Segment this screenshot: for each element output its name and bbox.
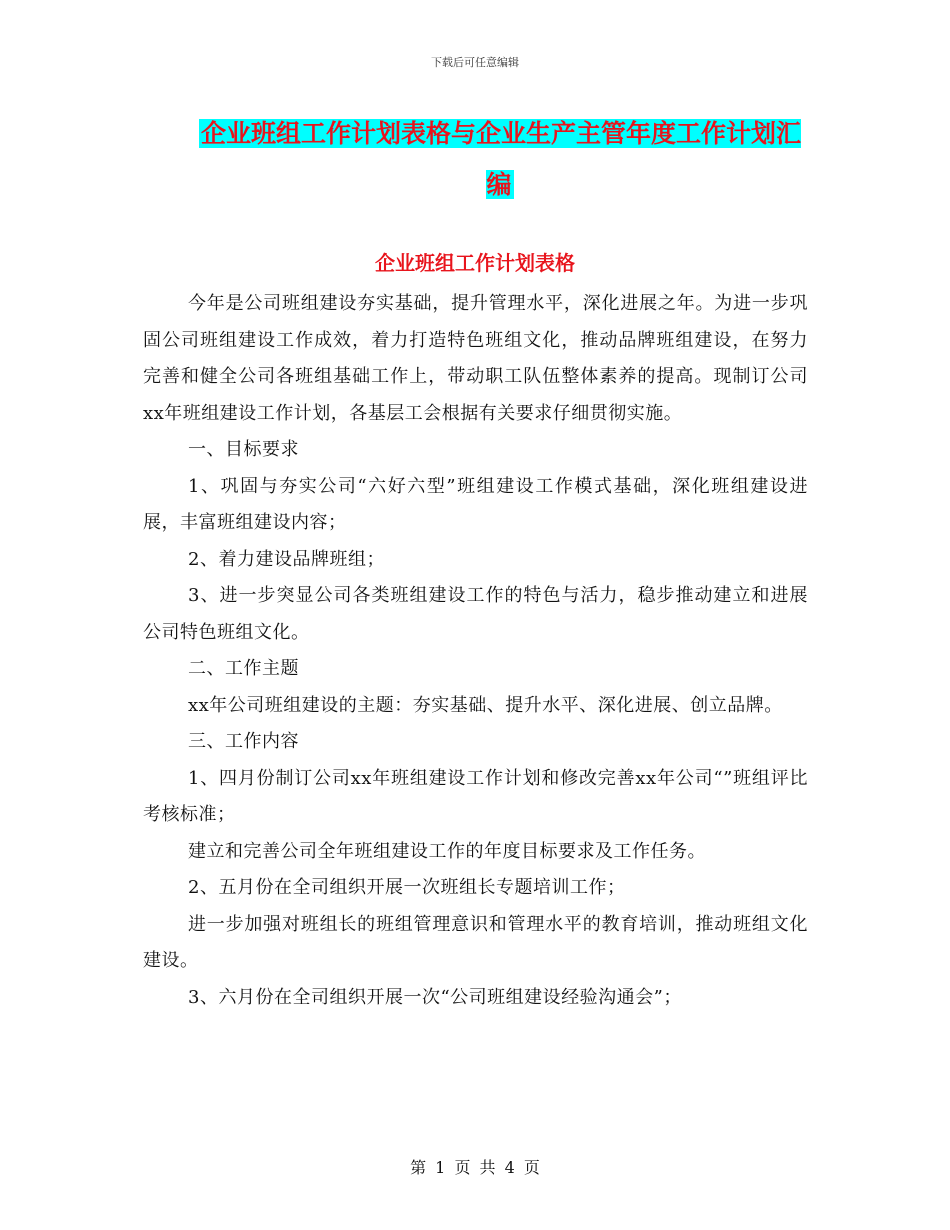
header-note: 下载后可任意编辑 [431, 56, 519, 69]
paragraph: 2、着力建设品牌班组； [188, 548, 385, 570]
paragraph: 三、工作内容 [188, 731, 299, 752]
paragraph: 1、巩固与夯实公司“六好六型”班组建设工作模式基础，深化班组建设进展，丰富班组建设内容； [143, 475, 808, 533]
paragraph: 建立和完善公司全年班组建设工作的年度目标要求及工作任务。 [188, 840, 706, 862]
document-title-text: 企业班组工作计划表格与企业生产主管年度工作计划汇编 [200, 119, 801, 199]
paragraph: 1、四月份制订公司xx年班组建设工作计划和修改完善xx年公司“”班组评比考核标准； [143, 767, 808, 825]
section-title: 企业班组工作计划表格 [375, 251, 575, 275]
paragraph: 2、五月份在全司组织开展一次班组长专题培训工作； [188, 877, 626, 898]
paragraph: 3、进一步突显公司各类班组建设工作的特色与活力，稳步推动建立和进展公司特色班组文化。 [143, 585, 808, 643]
paragraph: 一、目标要求 [188, 439, 299, 460]
paragraph: 今年是公司班组建设夯实基础，提升管理水平，深化进展之年。为进一步巩固公司班组建设工作成效，着力打造特色班组文化，推动品牌班组建设，在努力完善和健全公司各班组基础工作上，带动职工队伍整体素养的提高。现制订公司xx年班组建设工作计划，各基层工会根据有关要求仔细贯彻实施。 [143, 293, 808, 424]
page-footer: 第 1 页 共 4 页 [410, 1158, 540, 1177]
paragraph: xx年公司班组建设的主题：夯实基础、提升水平、深化进展、创立品牌。 [188, 694, 783, 716]
paragraph: 3、六月份在全司组织开展一次“公司班组建设经验沟通会”； [188, 986, 682, 1008]
paragraph: 二、工作主题 [188, 658, 299, 679]
document-body [143, 286, 808, 1016]
paragraph: 进一步加强对班组长的班组管理意识和管理水平的教育培训，推动班组文化建设。 [143, 913, 808, 971]
document-title [190, 108, 810, 210]
